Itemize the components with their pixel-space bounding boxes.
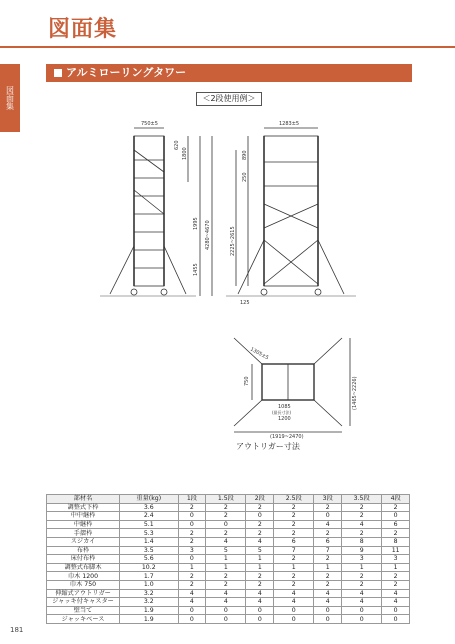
- table-cell: 2: [342, 512, 382, 521]
- table-row: [47, 606, 410, 615]
- table-cell: 5: [246, 546, 274, 555]
- table-row: [47, 546, 410, 555]
- table-row: [47, 598, 410, 607]
- table-cell: 0: [274, 615, 314, 624]
- table-cell: 布枠: [47, 546, 120, 555]
- dim-front-width: 750±5: [141, 121, 158, 127]
- table-cell: 5.6: [120, 555, 179, 564]
- table-row: [47, 563, 410, 572]
- parts-table: [46, 494, 410, 624]
- dim-total: 4280~4670: [205, 220, 211, 250]
- table-row: [47, 615, 410, 624]
- table-cell: 0: [382, 615, 410, 624]
- table-cell: 1: [206, 555, 246, 564]
- parts-table-body: [47, 503, 410, 623]
- table-cell: 2: [274, 512, 314, 521]
- table-cell: 巾木 750: [47, 580, 120, 589]
- table-cell: 2: [178, 503, 206, 512]
- table-cell: 中中継枠: [47, 512, 120, 521]
- table-cell: 8: [342, 537, 382, 546]
- table-cell: 0: [314, 512, 342, 521]
- table-cell: 2: [382, 572, 410, 581]
- table-cell: 0: [178, 606, 206, 615]
- table-cell: 1: [382, 563, 410, 572]
- table-cell: 4: [342, 598, 382, 607]
- table-cell: 1.9: [120, 615, 179, 624]
- dim-1995: 1995: [193, 217, 199, 230]
- table-cell: 3.2: [120, 589, 179, 598]
- table-cell: 2: [274, 580, 314, 589]
- table-cell: 0: [206, 606, 246, 615]
- table-cell: 10.2: [120, 563, 179, 572]
- table-cell: 0: [206, 520, 246, 529]
- table-cell: 2: [246, 572, 274, 581]
- table-cell: 4: [206, 598, 246, 607]
- col-header: 1段: [178, 495, 206, 504]
- table-cell: 3.5: [120, 546, 179, 555]
- table-cell: 2: [274, 572, 314, 581]
- table-cell: 9: [342, 546, 382, 555]
- table-cell: 4: [342, 589, 382, 598]
- table-cell: 調整式布脚木: [47, 563, 120, 572]
- table-row: [47, 589, 410, 598]
- table-cell: 7: [314, 546, 342, 555]
- page-title: 図面集: [48, 17, 118, 42]
- table-cell: 5.3: [120, 529, 179, 538]
- table-cell: 0: [178, 520, 206, 529]
- table-cell: 0: [246, 606, 274, 615]
- table-cell: 2: [314, 572, 342, 581]
- table-cell: 4: [382, 589, 410, 598]
- table-cell: 2: [382, 503, 410, 512]
- table-cell: 3: [342, 555, 382, 564]
- table-cell: 2: [246, 529, 274, 538]
- table-cell: 0: [314, 615, 342, 624]
- table-cell: 1: [342, 563, 382, 572]
- table-cell: 4: [246, 598, 274, 607]
- table-cell: 2: [382, 580, 410, 589]
- table-cell: 2: [274, 529, 314, 538]
- col-header: 3段: [314, 495, 342, 504]
- table-cell: 3: [178, 546, 206, 555]
- table-cell: 0: [246, 512, 274, 521]
- table-cell: 2: [274, 503, 314, 512]
- table-cell: 2: [206, 572, 246, 581]
- table-cell: 4: [246, 589, 274, 598]
- dim-plan-range: (1919~2470): [270, 434, 304, 440]
- table-cell: 2: [178, 529, 206, 538]
- table-cell: 1.0: [120, 580, 179, 589]
- table-cell: 8: [382, 537, 410, 546]
- table-cell: 4: [314, 520, 342, 529]
- table-cell: 1: [178, 563, 206, 572]
- table-cell: 2: [206, 503, 246, 512]
- table-cell: 2: [274, 555, 314, 564]
- table-cell: 2: [314, 555, 342, 564]
- table-cell: ジャッキ付キャスター: [47, 598, 120, 607]
- table-cell: 2: [342, 572, 382, 581]
- table-cell: 1: [246, 555, 274, 564]
- table-cell: 0: [274, 606, 314, 615]
- table-row: [47, 580, 410, 589]
- table-cell: 1.7: [120, 572, 179, 581]
- table-cell: 伸縮式アウトリガー: [47, 589, 120, 598]
- dim-2225: 2225~2615: [230, 226, 236, 256]
- table-cell: 11: [382, 546, 410, 555]
- col-header: 1.5段: [206, 495, 246, 504]
- table-cell: 1.9: [120, 606, 179, 615]
- col-header: 2段: [246, 495, 274, 504]
- table-cell: 0: [178, 555, 206, 564]
- table-row: [47, 572, 410, 581]
- table-cell: 調整式下枠: [47, 503, 120, 512]
- table-row: [47, 537, 410, 546]
- table-cell: 1.4: [120, 537, 179, 546]
- table-cell: 2: [178, 580, 206, 589]
- side-tab-label: 図面集: [5, 86, 15, 110]
- dim-plan-w1: 1085: [278, 404, 291, 410]
- table-cell: 6: [382, 520, 410, 529]
- col-header: 重量(kg): [120, 495, 179, 504]
- dim-125: 125: [240, 300, 250, 306]
- table-cell: 2: [246, 503, 274, 512]
- table-cell: 2: [342, 529, 382, 538]
- table-cell: 2: [314, 529, 342, 538]
- table-cell: 4: [314, 598, 342, 607]
- table-cell: 2: [382, 529, 410, 538]
- table-cell: 2: [246, 520, 274, 529]
- table-cell: 2: [314, 580, 342, 589]
- table-cell: 4: [178, 598, 206, 607]
- table-cell: 2: [274, 520, 314, 529]
- table-row: [47, 555, 410, 564]
- outrigger-caption: アウトリガー寸法: [236, 442, 300, 451]
- dim-1800: 1800: [182, 147, 188, 160]
- table-cell: 5.1: [120, 520, 179, 529]
- table-cell: ジャッキベース: [47, 615, 120, 624]
- table-cell: 0: [382, 512, 410, 521]
- table-cell: 4: [274, 589, 314, 598]
- table-cell: 3.6: [120, 503, 179, 512]
- table-cell: 7: [274, 546, 314, 555]
- dim-plan-w1-note: (最長寸法): [272, 410, 292, 415]
- table-cell: 4: [342, 520, 382, 529]
- table-row: [47, 529, 410, 538]
- table-cell: 6: [314, 537, 342, 546]
- dim-plan-750: 750: [244, 376, 250, 386]
- table-cell: 2: [178, 537, 206, 546]
- dim-250: 250: [242, 172, 248, 182]
- col-header: 2.5段: [274, 495, 314, 504]
- table-cell: 巾木 1200: [47, 572, 120, 581]
- dim-1455: 1455: [193, 263, 199, 276]
- table-cell: 0: [314, 606, 342, 615]
- table-row: [47, 512, 410, 521]
- table-cell: 4: [314, 589, 342, 598]
- table-cell: 1: [246, 563, 274, 572]
- section-title: アルミローリングタワー: [66, 66, 187, 79]
- table-cell: 4: [274, 598, 314, 607]
- table-cell: 中継枠: [47, 520, 120, 529]
- page-number: 181: [10, 626, 24, 634]
- table-cell: 5: [206, 546, 246, 555]
- dimension-labels: [141, 121, 358, 440]
- table-cell: 2.4: [120, 512, 179, 521]
- table-cell: 壁当て: [47, 606, 120, 615]
- table-cell: 4: [178, 589, 206, 598]
- table-cell: 0: [382, 606, 410, 615]
- col-header: 4段: [382, 495, 410, 504]
- table-row: [47, 520, 410, 529]
- table-cell: 2: [206, 512, 246, 521]
- table-cell: 4: [206, 589, 246, 598]
- table-cell: 手摺枠: [47, 529, 120, 538]
- dim-890: 890: [242, 150, 248, 160]
- table-cell: 3.2: [120, 598, 179, 607]
- table-cell: 0: [246, 615, 274, 624]
- table-cell: スジカイ: [47, 537, 120, 546]
- table-cell: 0: [178, 512, 206, 521]
- table-cell: 1: [206, 563, 246, 572]
- table-cell: 2: [206, 529, 246, 538]
- table-cell: 2: [178, 572, 206, 581]
- table-cell: 4: [206, 537, 246, 546]
- dim-plan-w2: 1200: [278, 416, 291, 422]
- table-cell: 6: [274, 537, 314, 546]
- dim-620: 620: [174, 140, 180, 150]
- table-cell: 2: [342, 580, 382, 589]
- col-header: 3.5段: [342, 495, 382, 504]
- table-cell: 0: [342, 606, 382, 615]
- dim-side-width: 1283±5: [279, 121, 300, 127]
- table-cell: 4: [246, 537, 274, 546]
- table-cell: 0: [206, 615, 246, 624]
- table-row: [47, 503, 410, 512]
- table-cell: 0: [342, 615, 382, 624]
- table-cell: 1: [314, 563, 342, 572]
- table-cell: 4: [382, 598, 410, 607]
- table-cell: 3: [382, 555, 410, 564]
- dim-top-ext: 1305±5: [249, 346, 270, 362]
- table-cell: 2: [342, 503, 382, 512]
- table-cell: 0: [178, 615, 206, 624]
- table-cell: 2: [246, 580, 274, 589]
- table-cell: 1: [274, 563, 314, 572]
- table-cell: 2: [314, 503, 342, 512]
- col-header: 部材名: [47, 495, 120, 504]
- table-header-row: [47, 495, 410, 504]
- dim-plan-right: (1465~2226): [352, 376, 358, 410]
- table-cell: 床付布枠: [47, 555, 120, 564]
- usage-example-label: ＜2段使用例＞: [196, 92, 262, 106]
- table-cell: 2: [206, 580, 246, 589]
